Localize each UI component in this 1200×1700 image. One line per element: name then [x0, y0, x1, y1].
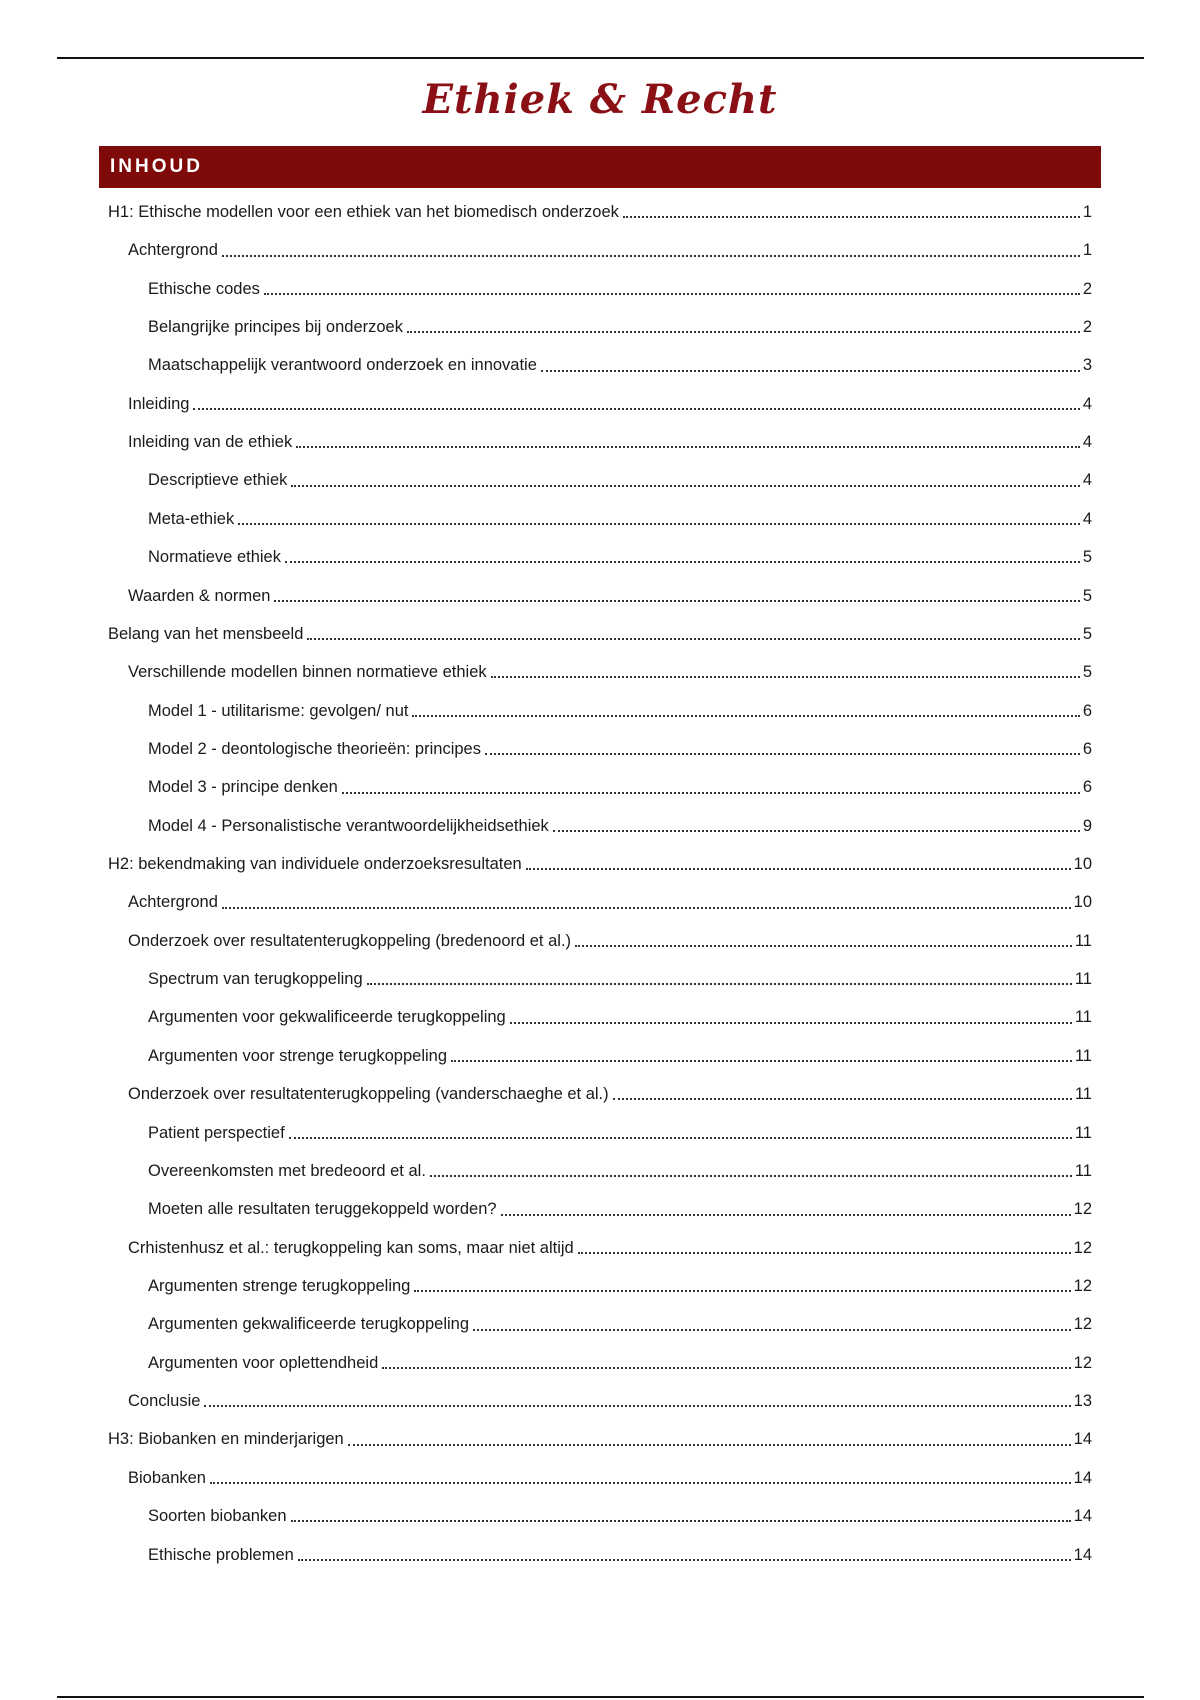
dot-leader [204, 1405, 1070, 1407]
toc-entry-title: Ethische codes [148, 279, 260, 298]
toc-page-number: 4 [1082, 471, 1092, 490]
toc-entry-title: Spectrum van terugkoppeling [148, 970, 363, 989]
toc-entry[interactable] [108, 1459, 1092, 1497]
toc-page-number: 6 [1082, 701, 1092, 720]
dot-leader [613, 1098, 1072, 1100]
toc-page-number: 14 [1073, 1430, 1092, 1449]
dot-leader [407, 331, 1080, 333]
toc-page-number: 12 [1073, 1315, 1092, 1334]
dot-leader [291, 1520, 1071, 1522]
toc-entry-title: Model 2 - deontologische theorieën: principes [148, 739, 481, 758]
dot-leader [491, 676, 1080, 678]
toc-entry-title: Argumenten voor strenge terugkoppeling [148, 1046, 448, 1065]
toc-page-number: 5 [1082, 586, 1092, 605]
dot-leader [238, 523, 1080, 525]
toc-entry[interactable] [108, 1497, 1092, 1535]
toc-page-number: 1 [1082, 241, 1092, 260]
toc-entry[interactable] [108, 845, 1092, 883]
toc-entry-title: Moeten alle resultaten teruggekoppeld worden? [148, 1200, 497, 1219]
toc-entry[interactable] [108, 883, 1092, 921]
toc-page-number: 1 [1082, 202, 1092, 221]
toc-entry-title: Waarden & normen [128, 586, 271, 605]
toc-page-number: 11 [1074, 1008, 1092, 1027]
dot-leader [210, 1482, 1071, 1484]
toc-entry[interactable] [108, 1152, 1092, 1190]
dot-leader [430, 1175, 1072, 1177]
toc-entry-title: Argumenten voor oplettendheid [148, 1353, 379, 1372]
dot-leader [473, 1329, 1071, 1331]
toc-page-number: 10 [1073, 893, 1092, 912]
dot-leader [274, 600, 1079, 602]
toc-page-number: 11 [1074, 1123, 1092, 1142]
toc-page-number: 12 [1073, 1353, 1092, 1372]
toc-page-number: 13 [1073, 1392, 1092, 1411]
toc-heading-bar [99, 146, 1101, 188]
toc-entry[interactable] [108, 960, 1092, 998]
toc-page-number: 6 [1082, 778, 1092, 797]
toc-entry-title: H2: bekendmaking van individuele onderzoeksresultaten [108, 855, 522, 874]
toc-entry[interactable] [108, 768, 1092, 806]
toc-page-number: 12 [1073, 1200, 1092, 1219]
toc-entry[interactable] [108, 500, 1092, 538]
toc-entry[interactable] [108, 653, 1092, 691]
toc-entry-title: Belang van het mensbeeld [108, 624, 304, 643]
toc-entry-title: Inleiding [128, 394, 190, 413]
toc-entry[interactable] [108, 231, 1092, 269]
dot-leader [451, 1060, 1072, 1062]
dot-leader [193, 408, 1079, 410]
toc-entry-title: Model 4 - Personalistische verantwoordelijkheidsethiek [148, 816, 549, 835]
toc-entry-title: Patient perspectief [148, 1123, 285, 1142]
dot-leader [510, 1022, 1072, 1024]
toc-entry[interactable] [108, 1305, 1092, 1343]
dot-leader [575, 945, 1072, 947]
toc-page-number: 11 [1074, 931, 1092, 950]
toc-entry-title: Argumenten voor gekwalificeerde terugkoppeling [148, 1008, 506, 1027]
dot-leader [526, 868, 1071, 870]
dot-leader [296, 446, 1080, 448]
toc-entry-title: Onderzoek over resultatenterugkoppeling (bredenoord et al.) [128, 931, 572, 950]
toc-page-number: 14 [1073, 1507, 1092, 1526]
toc-entry-title: Model 3 - principe denken [148, 778, 338, 797]
dot-leader [307, 638, 1079, 640]
toc-entry[interactable] [108, 1421, 1092, 1459]
toc-entry-title: Descriptieve ethiek [148, 471, 288, 490]
toc-entry-title: H3: Biobanken en minderjarigen [108, 1430, 344, 1449]
toc-page-number: 4 [1082, 394, 1092, 413]
toc-entry-title: Verschillende modellen binnen normatieve ethiek [128, 663, 487, 682]
toc-entry-title: Ethische problemen [148, 1545, 294, 1564]
toc-page-number: 4 [1082, 509, 1092, 528]
toc-entry-title: Achtergrond [128, 241, 218, 260]
toc-entry[interactable] [108, 1037, 1092, 1075]
toc-entry-title: Argumenten strenge terugkoppeling [148, 1276, 411, 1295]
header-rule [57, 57, 1144, 59]
toc-entry-title: Achtergrond [128, 893, 218, 912]
dot-leader [264, 293, 1080, 295]
toc-entry[interactable] [108, 692, 1092, 730]
toc-entry[interactable] [108, 730, 1092, 768]
toc-entry[interactable] [108, 1382, 1092, 1420]
toc-entry-title: Conclusie [128, 1392, 201, 1411]
dot-leader [412, 715, 1079, 717]
toc-page-number: 9 [1082, 816, 1092, 835]
dot-leader [382, 1367, 1070, 1369]
dot-leader [342, 792, 1080, 794]
dot-leader [414, 1290, 1070, 1292]
toc-entry[interactable] [108, 1344, 1092, 1382]
toc-page-number: 11 [1074, 1161, 1092, 1180]
table-of-contents [108, 193, 1092, 1574]
toc-entry-title: Crhistenhusz et al.: terugkoppeling kan soms, maar niet altijd [128, 1238, 574, 1257]
toc-entry[interactable] [108, 538, 1092, 576]
toc-entry-title: Belangrijke principes bij onderzoek [148, 318, 403, 336]
dot-leader [222, 907, 1071, 909]
dot-leader [501, 1214, 1071, 1216]
toc-entry[interactable] [108, 922, 1092, 960]
toc-page-number: 12 [1073, 1276, 1092, 1295]
dot-leader [298, 1559, 1071, 1561]
toc-page-number: 11 [1074, 970, 1092, 989]
dot-leader [541, 370, 1080, 372]
toc-entry-title: Model 1 - utilitarisme: gevolgen/ nut [148, 701, 409, 720]
toc-page-number: 14 [1073, 1468, 1092, 1487]
dot-leader [291, 485, 1079, 487]
toc-entry[interactable] [108, 1075, 1092, 1113]
toc-entry[interactable] [108, 999, 1092, 1037]
toc-page-number: 4 [1082, 433, 1092, 452]
toc-entry-title: Meta-ethiek [148, 509, 235, 528]
footer-rule [57, 1696, 1144, 1698]
dot-leader [348, 1444, 1071, 1446]
dot-leader [623, 216, 1080, 218]
toc-entry-title: Soorten biobanken [148, 1507, 287, 1526]
toc-entry[interactable] [108, 807, 1092, 845]
toc-page-number: 2 [1082, 318, 1092, 336]
toc-page-number: 5 [1082, 663, 1092, 682]
dot-leader [485, 753, 1080, 755]
dot-leader [553, 830, 1080, 832]
toc-entry[interactable] [108, 615, 1092, 653]
toc-page-number: 11 [1074, 1046, 1092, 1065]
dot-leader [222, 255, 1080, 257]
toc-entry[interactable] [108, 270, 1092, 308]
toc-entry-title: Onderzoek over resultatenterugkoppeling (vanderschaeghe et al.) [128, 1085, 609, 1104]
toc-page-number: 10 [1073, 855, 1092, 874]
toc-page-number: 12 [1073, 1238, 1092, 1257]
toc-entry-title: Normatieve ethiek [148, 548, 281, 567]
toc-entry[interactable] [108, 1114, 1092, 1152]
toc-entry-title: H1: Ethische modellen voor een ethiek van het biomedisch onderzoek [108, 202, 619, 221]
toc-page-number: 2 [1082, 279, 1092, 298]
toc-entry-title: Maatschappelijk verantwoord onderzoek en innovatie [148, 356, 537, 375]
toc-entry[interactable] [108, 423, 1092, 461]
toc-entry[interactable] [108, 462, 1092, 500]
toc-entry[interactable] [108, 577, 1092, 615]
toc-entry[interactable] [108, 1267, 1092, 1305]
toc-entry[interactable] [108, 193, 1092, 231]
toc-entry[interactable] [108, 346, 1092, 384]
toc-page-number: 6 [1082, 739, 1092, 758]
toc-entry[interactable] [108, 308, 1092, 346]
dot-leader [289, 1137, 1072, 1139]
toc-entry-title: Overeenkomsten met bredeoord et al. [148, 1161, 426, 1180]
toc-page-number: 5 [1082, 624, 1092, 643]
toc-entry[interactable] [108, 1190, 1092, 1228]
toc-entry-title: Inleiding van de ethiek [128, 433, 293, 452]
dot-leader [578, 1252, 1071, 1254]
toc-entry-title: Argumenten gekwalificeerde terugkoppeling [148, 1315, 470, 1334]
toc-page-number: 5 [1082, 548, 1092, 567]
dot-leader [367, 983, 1072, 985]
toc-entry-title: Biobanken [128, 1468, 206, 1487]
toc-page-number: 14 [1073, 1545, 1092, 1564]
document-title: Ethiek & Recht [422, 76, 778, 123]
toc-entry[interactable] [108, 1229, 1092, 1267]
toc-page-number: 3 [1082, 356, 1092, 375]
toc-entry[interactable] [108, 385, 1092, 423]
dot-leader [285, 561, 1080, 563]
toc-page-number: 11 [1074, 1085, 1092, 1104]
toc-heading: INHOUD [110, 156, 203, 177]
toc-entry[interactable] [108, 1536, 1092, 1574]
